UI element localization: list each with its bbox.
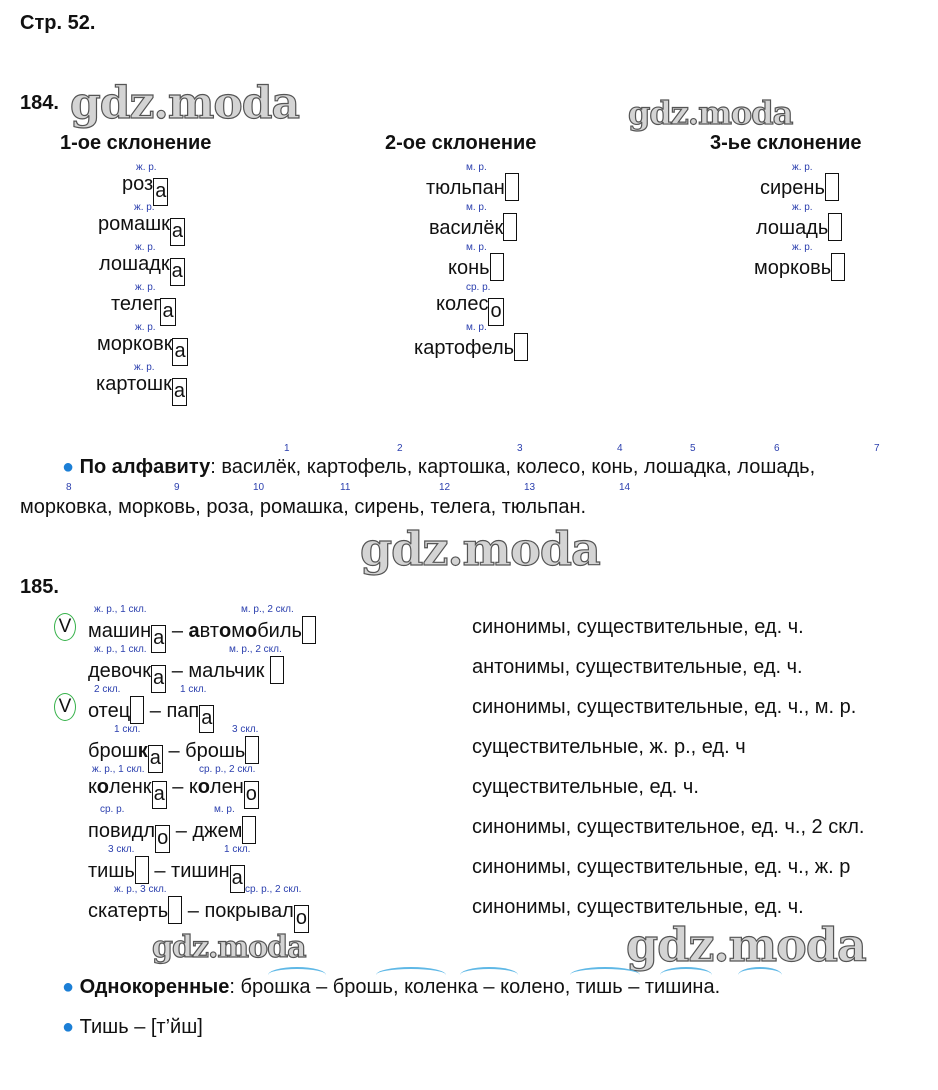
grammar-tag: ср. р., 2 скл. [199,764,256,775]
word-entry [98,202,185,246]
word-pair: машин а – автомобиль [88,616,316,653]
order-number: 1 [284,443,290,454]
check-mark: V [54,693,76,721]
order-number: 13 [524,482,536,493]
order-number: 7 [874,443,880,454]
word-pair: тишь – тишин а [88,856,245,893]
order-number: 14 [619,482,631,493]
word-pair: коленк а – колен о [88,776,259,809]
ending-box: а [172,378,187,406]
word-stem: василёк [429,217,504,239]
order-number: 9 [174,482,180,493]
ending-box: а [170,218,185,246]
ending-box: о [488,298,503,326]
grammar-tag: 1 скл. [114,724,141,735]
column-heading: 3-ье склонение [710,132,862,154]
watermark: gdz.moda [70,78,300,129]
order-number: 3 [517,443,523,454]
root-words-line [62,976,720,999]
word-entry [429,202,517,241]
column-heading: 2-ое склонение [385,132,537,154]
grammar-tag: м. р. [214,804,235,815]
word-entry [414,322,528,361]
pair-description: антонимы, существительные, ед. ч. [472,656,803,678]
watermark: gdz.moda [628,94,793,132]
grammar-tag: м. р., 2 скл. [229,644,282,655]
word-stem: колес [436,293,489,315]
word-entry [760,162,839,201]
root-arc [738,967,782,983]
bullet-icon: ● [62,456,75,478]
word-entry [436,282,504,326]
order-number: 6 [774,443,780,454]
gender-tag: ж. р. [792,242,813,253]
transcription-line [62,1016,203,1039]
ending-box [831,253,845,281]
pair-description: синонимы, существительные, ед. ч. [472,896,804,918]
check-mark: V [54,613,76,641]
order-number: 11 [340,482,351,493]
grammar-tag: ж. р., 1 скл. [94,604,147,615]
word-stem: картофель [414,337,515,359]
order-number: 8 [66,482,72,493]
order-number: 10 [253,482,265,493]
word-pair: девочк а – мальчик [88,656,284,693]
ending-box: а [170,258,185,286]
gender-tag: м. р. [466,242,487,253]
grammar-tag: ж. р., 3 скл. [114,884,167,895]
word-pair: повидл о – джем [88,816,256,853]
grammar-tag: ср. р., 2 скл. [245,884,302,895]
order-number: 4 [617,443,623,454]
pair-description: существительные, ж. р., ед. ч [472,736,746,758]
pair-description: синонимы, существительные, ед. ч., м. р. [472,696,857,718]
watermark: gdz.moda [626,918,866,972]
exercise-number: 184. [20,92,59,114]
word-entry [99,242,185,286]
order-number: 2 [397,443,403,454]
root-words-text: : брошка – брошь, коленка – колено, тишь – тишина. [229,976,721,998]
gender-tag: ж. р. [792,202,813,213]
word-stem: лошадк [99,253,170,275]
word-stem: сирень [760,177,825,199]
word-entry [448,242,504,281]
root-words-label: Однокоренные [79,976,230,998]
word-entry [754,242,845,281]
ending-box [828,213,842,241]
word-stem: картошк [96,373,172,395]
ending-box: а [160,298,175,326]
alphabet-text: : василёк, картофель, картошка, колесо, конь, лошадка, лошадь, [210,456,816,478]
grammar-tag: 3 скл. [108,844,135,855]
alphabet-line [62,456,815,479]
pair-description: синонимы, существительное, ед. ч., 2 скл. [472,816,865,838]
grammar-tag: ж. р., 1 скл. [94,644,147,655]
gender-tag: ж. р. [134,202,155,213]
word-entry [122,162,168,206]
gender-tag: ж. р. [135,282,156,293]
word-entry [96,362,187,406]
gender-tag: м. р. [466,162,487,173]
ending-box: а [153,178,168,206]
alphabet-label: По алфавиту [79,456,211,478]
word-entry [756,202,842,241]
word-stem: ромашк [98,213,170,235]
pair-description: синонимы, существительные, ед. ч. [472,616,804,638]
grammar-tag: ср. р. [100,804,125,815]
order-number: 5 [690,443,696,454]
ending-box [514,333,528,361]
ending-box: а [172,338,187,366]
gender-tag: м. р. [466,202,487,213]
column-heading: 1-ое склонение [60,132,212,154]
word-stem: конь [448,257,490,279]
grammar-tag: 1 скл. [224,844,251,855]
bullet-icon: ● [62,976,75,998]
gender-tag: ж. р. [135,322,156,333]
order-number: 12 [439,482,451,493]
page-number: Стр. 52. [20,12,96,34]
pair-description: синонимы, существительные, ед. ч., ж. р [472,856,851,878]
word-entry [111,282,176,326]
word-stem: морковк [97,333,173,355]
grammar-tag: 3 скл. [232,724,259,735]
ending-box [825,173,839,201]
gender-tag: ср. р. [466,282,491,293]
gender-tag: м. р. [466,322,487,333]
word-pair: скатерть – покрывал о [88,896,309,933]
gender-tag: ж. р. [136,162,157,173]
alphabet-text: морковка, морковь, роза, ромашка, сирень, телега, тюльпан. [20,496,587,518]
ending-box [503,213,517,241]
word-entry [97,322,188,366]
watermark: gdz.moda [360,522,600,576]
word-entry [426,162,519,201]
pair-description: существительные, ед. ч. [472,776,699,798]
grammar-tag: 2 скл. [94,684,121,695]
gender-tag: ж. р. [792,162,813,173]
word-stem: тюльпан [426,177,505,199]
word-pair: брошк а – брошь [88,736,259,773]
word-stem: роз [122,173,154,195]
ending-box [490,253,504,281]
word-pair: отец – пап а [88,696,214,733]
gender-tag: ж. р. [135,242,156,253]
grammar-tag: м. р., 2 скл. [241,604,294,615]
grammar-tag: 1 скл. [180,684,207,695]
transcription-text: Тишь – [т’йш] [79,1016,203,1038]
gender-tag: ж. р. [134,362,155,373]
word-stem: лошадь [756,217,829,239]
bullet-icon: ● [62,1016,75,1038]
exercise-number: 185. [20,576,59,598]
ending-box [505,173,519,201]
word-stem: телег [111,293,161,315]
word-stem: морковь [754,257,832,279]
grammar-tag: ж. р., 1 скл. [92,764,145,775]
watermark: gdz.moda [152,930,306,965]
